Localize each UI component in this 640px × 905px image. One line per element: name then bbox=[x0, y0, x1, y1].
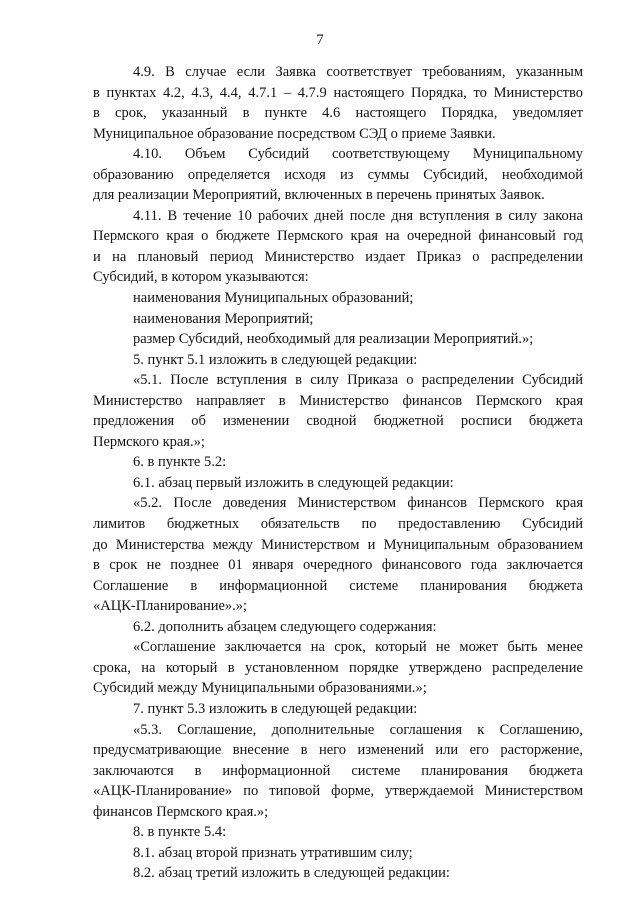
paragraph-line: лимитов бюджетных обязательств по предоставлению Субсидий bbox=[93, 516, 583, 533]
paragraph-p-4-10 bbox=[93, 144, 583, 206]
paragraph-p-5-3 bbox=[93, 720, 583, 823]
paragraph-line: 4.10. Объем Субсидий соответствующему Муниципальному bbox=[133, 146, 583, 163]
paragraph-p-5-1 bbox=[93, 370, 583, 452]
paragraph-line: наименования Мероприятий; bbox=[133, 310, 314, 327]
paragraph-line: «АЦК-Планирование» по типовой форме, утверждаемой Министерством bbox=[93, 783, 583, 800]
paragraph-p-5 bbox=[93, 350, 583, 371]
paragraph-p-list-3 bbox=[93, 329, 583, 350]
paragraph-line: наименования Муниципальных образований; bbox=[133, 290, 414, 307]
paragraph-p-6-1 bbox=[93, 473, 583, 494]
document-body bbox=[93, 62, 583, 884]
paragraph-line: в срок, указанный в пункте 4.6 настоящего Порядка, уведомляет bbox=[93, 105, 583, 122]
paragraph-line: 8.1. абзац второй признать утратившим силу; bbox=[133, 844, 413, 861]
paragraph-line: «АЦК-Планирование».»; bbox=[93, 598, 248, 615]
paragraph-p-4-11 bbox=[93, 206, 583, 288]
page-number: 7 bbox=[316, 32, 324, 48]
paragraph-line: предложения об изменении сводной бюджетной росписи бюджета bbox=[93, 413, 583, 430]
paragraph-line: 6.2. дополнить абзацем следующего содержания: bbox=[133, 618, 437, 635]
paragraph-p-8-2 bbox=[93, 863, 583, 884]
paragraph-line: 6.1. абзац первый изложить в следующей редакции: bbox=[133, 474, 454, 491]
paragraph-line: Муниципальное образование посредством СЭД о приеме Заявки. bbox=[93, 125, 496, 142]
paragraph-p-4-9 bbox=[93, 62, 583, 144]
paragraph-line: Пермского края.»; bbox=[93, 433, 205, 450]
paragraph-line: до Министерства между Министерством и Муниципальным образованием bbox=[93, 536, 583, 553]
paragraph-line: срока, на который в установленном порядке утверждено распределение bbox=[93, 659, 583, 676]
paragraph-line: Субсидий, в котором указываются: bbox=[93, 269, 309, 286]
paragraph-p-list-1 bbox=[93, 288, 583, 309]
paragraph-line: и на плановый период Министерство издает Приказ о распределении bbox=[93, 248, 583, 265]
paragraph-line: 8. в пункте 5.4: bbox=[133, 824, 227, 841]
paragraph-line: финансов Пермского края.»; bbox=[93, 803, 269, 820]
paragraph-line: для реализации Мероприятий, включенных в перечень принятых Заявок. bbox=[93, 187, 545, 204]
paragraph-p-list-2 bbox=[93, 309, 583, 330]
paragraph-p-6 bbox=[93, 452, 583, 473]
paragraph-p-6-2 bbox=[93, 617, 583, 638]
paragraph-line: заключаются в информационной системе планирования бюджета bbox=[93, 762, 583, 779]
paragraph-line: Пермского края о бюджете Пермского края на очередной финансовый год bbox=[93, 228, 583, 245]
paragraph-p-agreement bbox=[93, 637, 583, 699]
paragraph-line: 5. пункт 5.1 изложить в следующей редакции: bbox=[133, 351, 418, 368]
paragraph-line: 4.9. В случае если Заявка соответствует требованиям, указанным bbox=[133, 64, 583, 80]
paragraph-line: Субсидий между Муниципальными образованиями.»; bbox=[93, 680, 427, 697]
paragraph-line: «Соглашение заключается на срок, который не может быть менее bbox=[133, 639, 583, 656]
paragraph-line: в срок не позднее 01 января очередного финансового года заключается bbox=[93, 557, 583, 574]
paragraph-line: 4.11. В течение 10 рабочих дней после дня вступления в силу закона bbox=[133, 207, 583, 224]
paragraph-line: 8.2. абзац третий изложить в следующей редакции: bbox=[133, 865, 450, 882]
paragraph-line: 7. пункт 5.3 изложить в следующей редакции: bbox=[133, 700, 418, 717]
paragraph-line: образованию определяется исходя из суммы Субсидий, необходимой bbox=[93, 166, 583, 183]
paragraph-p-5-2 bbox=[93, 493, 583, 616]
paragraph-line: размер Субсидий, необходимый для реализации Мероприятий.»; bbox=[133, 331, 534, 348]
paragraph-line: предусматривающие внесение в него изменений или его расторжение, bbox=[93, 742, 583, 759]
paragraph-line: «5.2. После доведения Министерством финансов Пермского края bbox=[133, 495, 583, 512]
paragraph-p-8-1 bbox=[93, 843, 583, 864]
paragraph-line: в пунктах 4.2, 4.3, 4.4, 4.7.1 – 4.7.9 настоящего Порядка, то Министерство bbox=[93, 84, 583, 101]
paragraph-line: Соглашение в информационной системе планирования бюджета bbox=[93, 577, 583, 594]
paragraph-line: 6. в пункте 5.2: bbox=[133, 454, 227, 471]
paragraph-line: «5.3. Соглашение, дополнительные соглашения к Соглашению, bbox=[133, 721, 583, 738]
paragraph-line: Министерство направляет в Министерство финансов Пермского края bbox=[93, 392, 583, 409]
paragraph-p-7 bbox=[93, 699, 583, 720]
paragraph-line: «5.1. После вступления в силу Приказа о распределении Субсидий bbox=[133, 372, 583, 389]
paragraph-p-8 bbox=[93, 822, 583, 843]
